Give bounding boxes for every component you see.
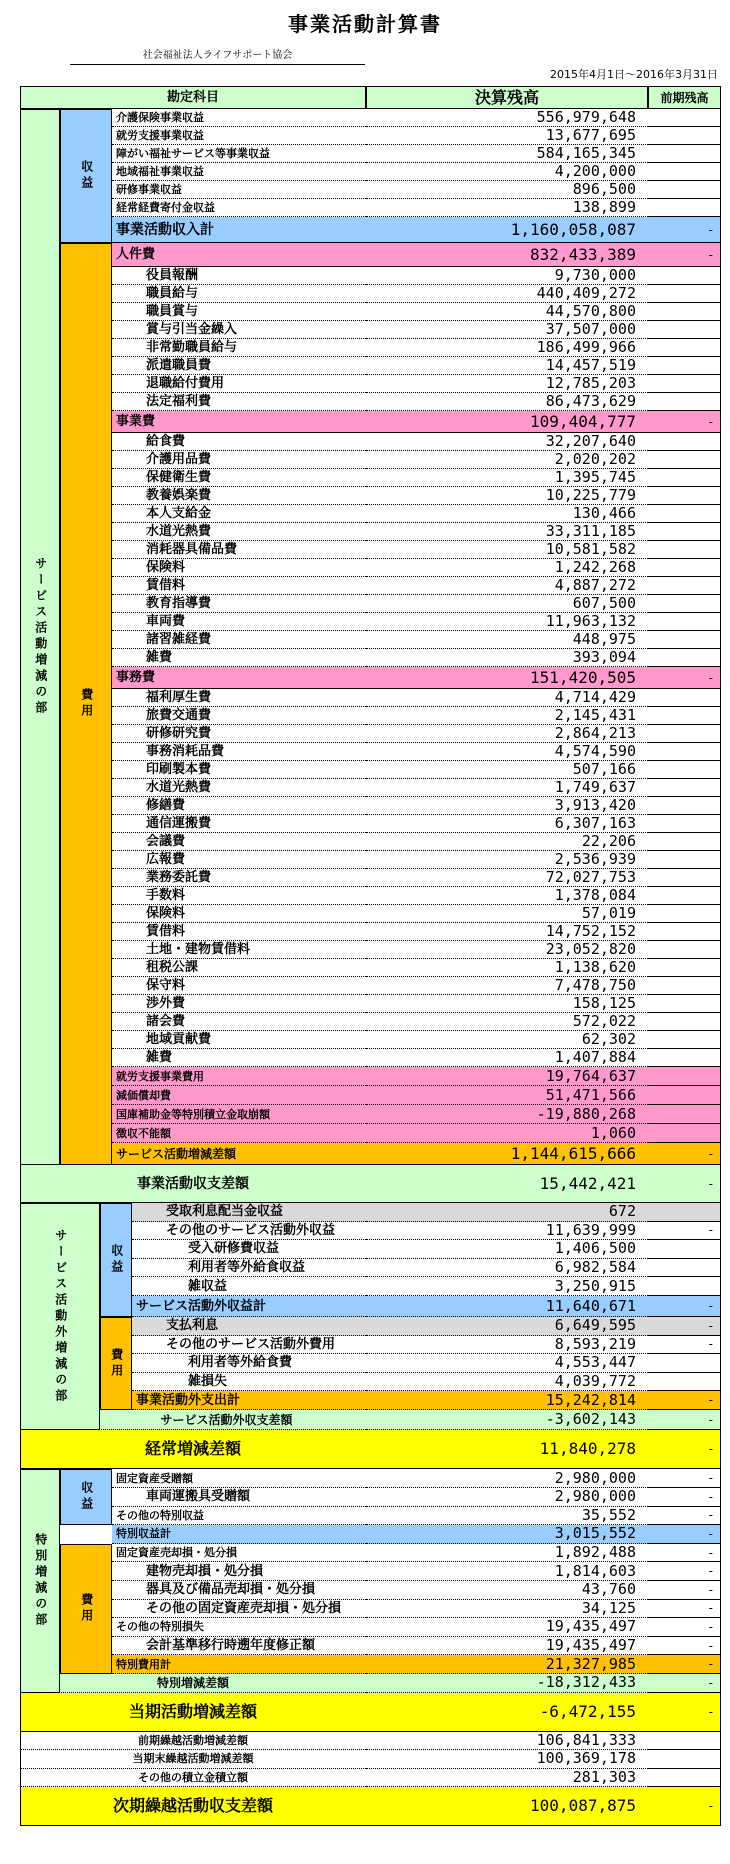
row-label: 器具及び備品売却損・処分損 — [112, 1581, 366, 1600]
row-value: 1,138,620 — [366, 959, 648, 977]
row-previous — [648, 1049, 721, 1067]
row-value: 4,553,447 — [366, 1354, 648, 1373]
row-label: 旅費交通費 — [112, 707, 366, 725]
row-value: 3,015,552 — [366, 1525, 648, 1544]
row-value: 138,899 — [366, 199, 648, 217]
row-label: 車両費 — [112, 613, 366, 631]
row-value: 44,570,800 — [366, 303, 648, 321]
row-value: 22,206 — [366, 833, 648, 851]
row-label: 建物売却損・処分損 — [112, 1562, 366, 1581]
row-previous: - — [648, 1637, 721, 1656]
special-section-label: 特別増減の部 — [20, 1469, 60, 1692]
row-value: 34,125 — [366, 1600, 648, 1619]
row-previous — [648, 1086, 721, 1105]
row-previous: - — [648, 1430, 721, 1469]
row-value: 448,975 — [366, 631, 648, 649]
row-label: 消耗器具備品費 — [112, 541, 366, 559]
row-previous — [648, 181, 721, 199]
row-value: 86,473,629 — [366, 393, 648, 411]
row-label: 経常経費寄付金収益 — [112, 199, 366, 217]
row-label: その他の特別損失 — [112, 1618, 366, 1637]
row-label: 事業活動収入計 — [112, 217, 366, 243]
row-value: 8,593,219 — [366, 1336, 648, 1355]
row-previous — [648, 523, 721, 541]
row-label: 人件費 — [112, 243, 366, 267]
row-value: 1,378,084 — [366, 887, 648, 905]
row-value: 21,327,985 — [366, 1655, 648, 1674]
row-label: 渉外費 — [112, 995, 366, 1013]
row-value: 6,649,595 — [366, 1317, 648, 1336]
row-value: 2,980,000 — [366, 1469, 648, 1488]
row-value: 4,714,429 — [366, 689, 648, 707]
row-previous — [648, 1013, 721, 1031]
row-previous: - — [648, 1600, 721, 1619]
row-value: 9,730,000 — [366, 267, 648, 285]
row-label: 賃借料 — [112, 923, 366, 941]
row-previous: - — [648, 1525, 721, 1544]
row-label: 障がい福祉サービス等事業収益 — [112, 145, 366, 163]
row-previous: - — [648, 1143, 721, 1165]
row-label: 通信運搬費 — [112, 815, 366, 833]
row-label: サービス活動増減差額 — [112, 1143, 366, 1165]
row-value: 2,536,939 — [366, 851, 648, 869]
row-label: 土地・建物賃借料 — [112, 941, 366, 959]
row-label: 会計基準移行時遡年度修正額 — [112, 1637, 366, 1656]
special-expense-label: 費用 — [60, 1544, 112, 1674]
row-label: 保険料 — [112, 905, 366, 923]
row-value: 19,435,497 — [366, 1618, 648, 1637]
organization-name: 社会福祉法人ライフサポート協会 — [70, 46, 365, 65]
nonservice-expense-label: 費用 — [100, 1317, 132, 1410]
row-value: 100,087,875 — [366, 1787, 648, 1826]
row-previous — [648, 541, 721, 559]
row-value: -6,472,155 — [366, 1693, 648, 1732]
row-value: 507,166 — [366, 761, 648, 779]
row-previous: - — [648, 1693, 721, 1732]
row-previous — [648, 1373, 721, 1392]
row-previous: - — [648, 1618, 721, 1637]
row-label: 修繕費 — [112, 797, 366, 815]
row-previous — [648, 145, 721, 163]
row-previous — [648, 127, 721, 145]
row-previous: - — [648, 667, 721, 689]
row-label: サービス活動外収益計 — [132, 1296, 366, 1317]
row-previous: - — [648, 1787, 721, 1826]
row-value: 15,442,421 — [366, 1165, 648, 1203]
row-label: 次期繰越活動収支差額 — [20, 1787, 366, 1826]
row-value: 100,369,178 — [366, 1750, 648, 1769]
row-previous — [648, 725, 721, 743]
row-label: 賞与引当金繰入 — [112, 321, 366, 339]
header-previous: 前期残高 — [648, 86, 721, 109]
service-section-label: サービス活動増減の部 — [20, 109, 60, 1165]
row-previous — [648, 375, 721, 393]
row-label: 特別収益計 — [112, 1525, 366, 1544]
row-previous: - — [648, 1391, 721, 1410]
row-previous — [648, 469, 721, 487]
row-label: 手数料 — [112, 887, 366, 905]
row-value: 11,640,671 — [366, 1296, 648, 1317]
row-value: 3,913,420 — [366, 797, 648, 815]
row-value: 32,207,640 — [366, 433, 648, 451]
row-value: 2,020,202 — [366, 451, 648, 469]
row-value: 186,499,966 — [366, 339, 648, 357]
row-previous — [648, 267, 721, 285]
row-label: 雑費 — [112, 1049, 366, 1067]
row-value: 3,250,915 — [366, 1277, 648, 1296]
row-previous: - — [648, 1488, 721, 1507]
row-previous — [648, 959, 721, 977]
row-previous — [648, 339, 721, 357]
row-value: 11,639,999 — [366, 1222, 648, 1241]
row-previous: - — [648, 1581, 721, 1600]
row-value: 10,225,779 — [366, 487, 648, 505]
header-current: 決算残高 — [366, 86, 648, 109]
row-label: 教育指導費 — [112, 595, 366, 613]
row-previous — [648, 505, 721, 523]
row-previous — [648, 163, 721, 181]
row-label: 研修研究費 — [112, 725, 366, 743]
row-value: 62,302 — [366, 1031, 648, 1049]
row-previous — [648, 613, 721, 631]
row-value: 13,677,695 — [366, 127, 648, 145]
row-label: 非常勤職員給与 — [112, 339, 366, 357]
row-label: 前期繰越活動増減差額 — [20, 1732, 366, 1751]
row-previous — [648, 577, 721, 595]
row-label: 経常増減差額 — [20, 1430, 366, 1469]
row-value: 440,409,272 — [366, 285, 648, 303]
doc-title: 事業活動計算書 — [288, 12, 442, 36]
row-previous — [648, 1031, 721, 1049]
row-previous — [648, 779, 721, 797]
row-label: 教養娯楽費 — [112, 487, 366, 505]
row-value: 130,466 — [366, 505, 648, 523]
row-value: 37,507,000 — [366, 321, 648, 339]
row-previous: - — [648, 1655, 721, 1674]
special-revenue-label: 収益 — [60, 1469, 112, 1525]
row-previous — [648, 1240, 721, 1259]
row-value: 6,982,584 — [366, 1259, 648, 1278]
row-previous — [648, 743, 721, 761]
row-label: 保守料 — [112, 977, 366, 995]
row-value: 151,420,505 — [366, 667, 648, 689]
row-label: その他の固定資産売却損・処分損 — [112, 1600, 366, 1619]
row-value: -19,880,268 — [366, 1105, 648, 1124]
row-value: 10,581,582 — [366, 541, 648, 559]
row-previous: - — [648, 1562, 721, 1581]
row-value: 607,500 — [366, 595, 648, 613]
row-value: 109,404,777 — [366, 411, 648, 433]
row-value: 33,311,185 — [366, 523, 648, 541]
row-label: サービス活動外収支差額 — [87, 1410, 366, 1430]
row-label: 雑収益 — [132, 1277, 366, 1296]
row-label: 支払利息 — [132, 1317, 366, 1336]
row-value: 2,145,431 — [366, 707, 648, 725]
row-previous — [648, 833, 721, 851]
row-label: 広報費 — [112, 851, 366, 869]
row-label: 地域福祉事業収益 — [112, 163, 366, 181]
row-previous — [648, 285, 721, 303]
row-value: 51,471,566 — [366, 1086, 648, 1105]
row-label: 当期活動増減差額 — [20, 1693, 366, 1732]
row-previous — [648, 559, 721, 577]
row-value: 393,094 — [366, 649, 648, 667]
row-value: 1,406,500 — [366, 1240, 648, 1259]
row-previous: - — [648, 411, 721, 433]
row-previous: - — [648, 1544, 721, 1563]
row-previous: - — [648, 1674, 721, 1693]
row-value: 896,500 — [366, 181, 648, 199]
row-previous — [648, 1354, 721, 1373]
row-label: 租税公課 — [112, 959, 366, 977]
row-value: 15,242,814 — [366, 1391, 648, 1410]
row-label: 諸会費 — [112, 1013, 366, 1031]
row-previous — [648, 1124, 721, 1143]
row-value: 281,303 — [366, 1769, 648, 1788]
row-previous: - — [648, 1165, 721, 1203]
row-value: 14,752,152 — [366, 923, 648, 941]
row-label: その他の特別収益 — [112, 1507, 366, 1526]
row-value: 158,125 — [366, 995, 648, 1013]
row-label: 固定資産売却損・処分損 — [112, 1544, 366, 1563]
row-label: 就労支援事業費用 — [112, 1067, 366, 1086]
row-previous — [648, 303, 721, 321]
row-value: 43,760 — [366, 1581, 648, 1600]
row-label: 会議費 — [112, 833, 366, 851]
row-previous: - — [648, 1469, 721, 1488]
row-label: 法定福利費 — [112, 393, 366, 411]
row-previous — [648, 761, 721, 779]
row-previous — [648, 977, 721, 995]
row-previous — [648, 1750, 721, 1769]
row-value: 57,019 — [366, 905, 648, 923]
row-label: 就労支援事業収益 — [112, 127, 366, 145]
row-value: 106,841,333 — [366, 1732, 648, 1751]
nonservice-section-label: サービス活動外増減の部 — [20, 1203, 100, 1430]
row-previous — [648, 109, 721, 127]
row-label: 退職給付費用 — [112, 375, 366, 393]
row-label: 雑費 — [112, 649, 366, 667]
row-previous: - — [648, 1222, 721, 1241]
row-label: 保健衛生費 — [112, 469, 366, 487]
row-previous: - — [648, 1296, 721, 1317]
row-previous: - — [648, 1336, 721, 1355]
row-value: 11,963,132 — [366, 613, 648, 631]
row-value: 1,407,884 — [366, 1049, 648, 1067]
row-label: 介護用品費 — [112, 451, 366, 469]
row-previous — [648, 707, 721, 725]
row-value: 832,433,389 — [366, 243, 648, 267]
row-previous: - — [648, 1410, 721, 1430]
row-value: 6,307,163 — [366, 815, 648, 833]
row-label: 事務費 — [112, 667, 366, 689]
row-previous — [648, 199, 721, 217]
row-label: 受取利息配当金収益 — [132, 1203, 366, 1222]
period-label: 2015年4月1日～2016年3月31日 — [550, 68, 718, 81]
row-label: 車両運搬具受贈額 — [112, 1488, 366, 1507]
row-label: 地域貢献費 — [112, 1031, 366, 1049]
row-previous — [648, 851, 721, 869]
row-previous — [648, 649, 721, 667]
row-label: 諸習雑経費 — [112, 631, 366, 649]
service-expense-label: 費用 — [60, 243, 112, 1165]
row-label: その他のサービス活動外収益 — [132, 1222, 366, 1241]
row-label: 固定資産受贈額 — [112, 1469, 366, 1488]
row-value: 35,552 — [366, 1507, 648, 1526]
row-label: 国庫補助金等特別積立金取崩額 — [112, 1105, 366, 1124]
row-label: 役員報酬 — [112, 267, 366, 285]
row-value: 7,478,750 — [366, 977, 648, 995]
nonservice-revenue-label: 収益 — [100, 1203, 132, 1317]
row-label: 給食費 — [112, 433, 366, 451]
row-label: 減価償却費 — [112, 1086, 366, 1105]
row-label: 福利厚生費 — [112, 689, 366, 707]
row-previous: - — [648, 217, 721, 243]
row-previous — [648, 1769, 721, 1788]
row-value: 1,060 — [366, 1124, 648, 1143]
row-label: その他のサービス活動外費用 — [132, 1336, 366, 1355]
row-label: 事務消耗品費 — [112, 743, 366, 761]
row-label: 介護保険事業収益 — [112, 109, 366, 127]
row-value: 72,027,753 — [366, 869, 648, 887]
row-label: 事業活動外支出計 — [132, 1391, 366, 1410]
row-value: 2,980,000 — [366, 1488, 648, 1507]
row-value: 4,200,000 — [366, 163, 648, 181]
row-previous: - — [648, 1317, 721, 1336]
row-value: 4,574,590 — [366, 743, 648, 761]
row-value: 1,144,615,666 — [366, 1143, 648, 1165]
row-previous — [648, 1732, 721, 1751]
row-label: 職員賞与 — [112, 303, 366, 321]
row-label: 利用者等外給食収益 — [132, 1259, 366, 1278]
row-label: 特別増減差額 — [20, 1674, 366, 1693]
row-previous — [648, 1277, 721, 1296]
row-value: 4,887,272 — [366, 577, 648, 595]
row-label: 事業費 — [112, 411, 366, 433]
row-label: 受入研修費収益 — [132, 1240, 366, 1259]
row-value: 1,749,637 — [366, 779, 648, 797]
row-previous — [648, 689, 721, 707]
row-previous — [648, 1203, 721, 1222]
row-value: 12,785,203 — [366, 375, 648, 393]
row-value: 672 — [366, 1203, 648, 1222]
row-label: 事業活動収支差額 — [20, 1165, 366, 1203]
row-value: 19,764,637 — [366, 1067, 648, 1086]
row-previous — [648, 905, 721, 923]
row-label: 保険料 — [112, 559, 366, 577]
row-value: 1,160,058,087 — [366, 217, 648, 243]
row-previous — [648, 451, 721, 469]
row-value: 19,435,497 — [366, 1637, 648, 1656]
row-label: 特別費用計 — [112, 1655, 366, 1674]
header-account: 勘定科目 — [20, 86, 366, 109]
service-revenue-label: 収益 — [60, 109, 112, 243]
row-value: 1,242,268 — [366, 559, 648, 577]
row-label: 研修事業収益 — [112, 181, 366, 199]
row-value: 4,039,772 — [366, 1373, 648, 1392]
row-previous — [648, 1105, 721, 1124]
row-value: 556,979,648 — [366, 109, 648, 127]
row-value: 23,052,820 — [366, 941, 648, 959]
row-previous — [648, 941, 721, 959]
row-previous — [648, 321, 721, 339]
row-label: 徴収不能額 — [112, 1124, 366, 1143]
row-label: 利用者等外給食費 — [132, 1354, 366, 1373]
row-label: 雑損失 — [132, 1373, 366, 1392]
row-previous — [648, 487, 721, 505]
row-label: 水道光熱費 — [112, 523, 366, 541]
row-label: 当期末繰越活動増減差額 — [20, 1750, 366, 1769]
row-value: 14,457,519 — [366, 357, 648, 375]
row-value: 1,395,745 — [366, 469, 648, 487]
row-value: -18,312,433 — [366, 1674, 648, 1693]
row-value: 572,022 — [366, 1013, 648, 1031]
row-label: 職員給与 — [112, 285, 366, 303]
row-label: 本人支給金 — [112, 505, 366, 523]
row-label: 派遣職員費 — [112, 357, 366, 375]
row-previous — [648, 887, 721, 905]
row-previous — [648, 393, 721, 411]
row-value: 2,864,213 — [366, 725, 648, 743]
row-previous — [648, 815, 721, 833]
row-value: 1,814,603 — [366, 1562, 648, 1581]
row-previous — [648, 631, 721, 649]
row-previous: - — [648, 243, 721, 267]
row-previous — [648, 1259, 721, 1278]
row-label: 業務委託費 — [112, 869, 366, 887]
row-previous — [648, 869, 721, 887]
row-previous — [648, 595, 721, 613]
row-label: 印刷製本費 — [112, 761, 366, 779]
row-value: 1,892,488 — [366, 1544, 648, 1563]
row-label: 水道光熱費 — [112, 779, 366, 797]
row-previous — [648, 1067, 721, 1086]
row-value: 584,165,345 — [366, 145, 648, 163]
row-previous: - — [648, 1507, 721, 1526]
row-previous — [648, 357, 721, 375]
row-value: -3,602,143 — [366, 1410, 648, 1430]
row-value: 11,840,278 — [366, 1430, 648, 1469]
row-label: 賃借料 — [112, 577, 366, 595]
row-label: その他の積立金積立額 — [20, 1769, 366, 1788]
row-previous — [648, 433, 721, 451]
row-previous — [648, 797, 721, 815]
row-previous — [648, 923, 721, 941]
row-previous — [648, 995, 721, 1013]
